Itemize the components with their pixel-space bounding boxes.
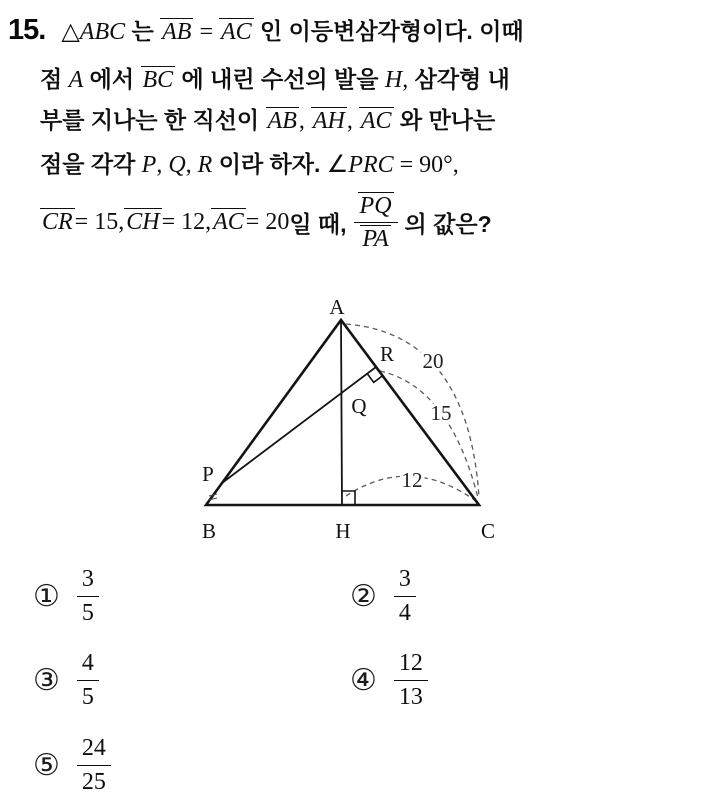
text-run-ko: 점을 각각 (40, 151, 142, 177)
text-run-ovi: AC (221, 19, 252, 45)
text-run-mr: , (402, 67, 409, 93)
choice-2-fraction (394, 566, 416, 627)
text-run-ko: 에 내린 수선의 발을 (175, 66, 385, 92)
measure-label-20: 20 (422, 349, 444, 373)
choice-5-numerator: 24 (77, 735, 111, 766)
choice-3-marker: ③ (33, 663, 60, 697)
text-run-mi: P (141, 152, 157, 178)
vertex-label-a: A (329, 295, 345, 319)
choice-4-fraction (394, 650, 428, 711)
text-run-mr: , (346, 108, 359, 134)
text-run-ko: 일 때, (289, 210, 347, 237)
text-run-ko: 의 값은? (404, 210, 492, 237)
text-run-ko: 에서 (83, 66, 141, 92)
choice-2-denominator: 4 (398, 600, 411, 626)
measure-label-12: 12 (401, 468, 423, 492)
inline-fraction (354, 192, 398, 253)
text-run-mi: A (68, 67, 84, 93)
problem-line-5 (40, 188, 492, 256)
fraction-numerator: PQ (359, 192, 392, 219)
text-run-ovi: AH (312, 108, 345, 134)
choice-1-marker: ① (33, 579, 60, 613)
problem-line-2 (40, 61, 510, 94)
text-run-ko: 인 이등변삼각형이다. 이때 (253, 18, 524, 44)
choice-4-numerator: 12 (394, 650, 428, 681)
text-run-mr: △ (61, 19, 80, 45)
text-run-mr: = 20 (245, 208, 290, 235)
text-run-ovi: BC (142, 67, 174, 93)
choice-4-marker: ④ (350, 663, 377, 697)
choice-5-denominator: 25 (81, 769, 106, 795)
text-run-mi: ABC (79, 19, 126, 45)
right-angle-mark-r (367, 374, 382, 383)
text-run-ovi: AC (360, 108, 392, 134)
text-run-ovi: CR (42, 209, 73, 236)
choice-1[interactable] (33, 566, 99, 627)
text-run-ko: 부를 지나는 한 직선이 (40, 107, 266, 133)
text-run-mr: = 12, (161, 208, 212, 235)
vertex-label-p: P (202, 462, 214, 486)
text-run-mr: ∠ (326, 152, 349, 178)
measure-label-15: 15 (430, 401, 452, 425)
choice-5-fraction (77, 735, 111, 796)
vertex-label-h: H (335, 519, 351, 543)
text-run-mr: = (193, 19, 219, 45)
problem-line-3 (40, 102, 495, 135)
problem-number: 15. (8, 14, 46, 46)
vertex-label-b: B (201, 519, 217, 543)
choice-2-numerator: 3 (394, 566, 416, 597)
choice-3-denominator: 5 (81, 684, 94, 710)
choice-3-fraction (77, 650, 99, 711)
text-run-mi: Q (168, 152, 186, 178)
text-run-mr: = 90°, (393, 152, 459, 178)
text-run-ko: 점 (40, 66, 69, 92)
vertex-label-q: Q (351, 394, 367, 418)
text-run-mr: , (298, 108, 311, 134)
altitude-ah (341, 320, 342, 505)
choice-1-denominator: 5 (81, 600, 94, 626)
choice-3-numerator: 4 (77, 650, 99, 681)
choice-5[interactable] (33, 735, 111, 796)
problem-line-1 (8, 13, 524, 47)
choice-1-numerator: 3 (77, 566, 99, 597)
text-run-mi: R (197, 152, 213, 178)
text-run-mr: , (156, 152, 169, 178)
choice-5-marker: ⑤ (33, 748, 60, 782)
text-run-ovi: AB (267, 108, 297, 134)
fraction-denominator: PA (362, 225, 389, 252)
text-run-ko: 이라 하자. (212, 151, 327, 177)
choice-2-marker: ② (350, 579, 377, 613)
problem-line-1-text (61, 18, 524, 45)
text-run-mi: PRC (348, 152, 394, 178)
line-pqr (222, 367, 376, 483)
choice-4-denominator: 13 (398, 684, 423, 710)
text-run-ko: 는 (125, 18, 161, 44)
right-angle-mark-h (342, 491, 355, 505)
text-run-ovi: AC (213, 209, 244, 236)
choice-3[interactable] (33, 650, 99, 711)
text-run-mr: = 15, (74, 208, 125, 235)
text-run-ko: 삼각형 내 (408, 66, 510, 92)
text-run-mi: H (384, 67, 403, 93)
triangle-figure (150, 290, 550, 550)
text-run-mr: , (185, 152, 198, 178)
choice-1-fraction (77, 566, 99, 627)
text-run-ovi: CH (126, 209, 160, 236)
vertex-label-r: R (379, 342, 395, 366)
choice-4[interactable] (350, 650, 428, 711)
text-run-ovi: AB (162, 19, 192, 45)
vertex-label-c: C (480, 519, 496, 543)
choice-2[interactable] (350, 566, 416, 627)
problem-line-4 (40, 146, 459, 179)
text-run-ko: 와 만나는 (393, 107, 496, 133)
